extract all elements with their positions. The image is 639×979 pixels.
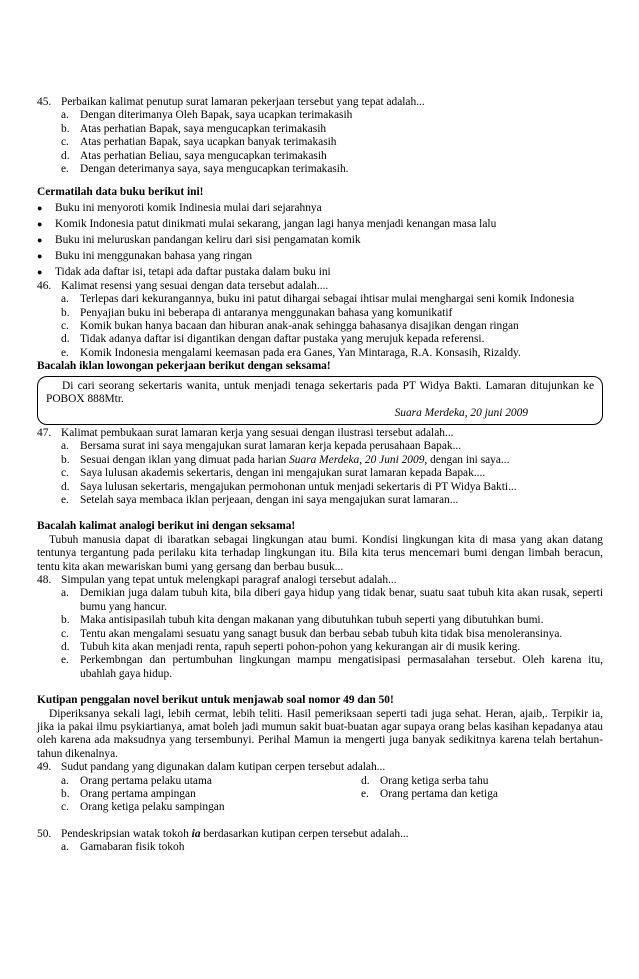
question-50: 50. Pendeskripsian watak tokoh ia berdasarkan kutipan cerpen tersebut adalah...: [37, 827, 409, 840]
question-49: 49. Sudut pandang yang digunakan dalam kutipan cerpen tersebut adalah...: [37, 761, 386, 774]
job-ad-box: [37, 376, 603, 425]
option-47a: a. Bersama surat ini saya mengajukan surat lamaran kerja kepada perusahaan Bapak...: [61, 440, 462, 453]
bullet-item: ● Buku ini menyoroti komik Indinesia mulai dari sejarahnya: [37, 202, 322, 215]
option-50a: a. Gamabaran fisik tokoh: [61, 841, 185, 854]
option-47c: c. Saya lulusan akademis sekertaris, dengan ini mengajukan surat lamaran kepada Bapak....: [61, 467, 486, 480]
option-45d: d. Atas perhatian Beliau, saya mengucapkan terimakasih: [61, 149, 327, 162]
option-49d: d. Orang ketiga serba tahu: [361, 774, 489, 787]
option-48e: e. Perkembngan dan pertumbuhan lingkungan mampu mengatisipasi permasalahan tersebut. Oleh karena itu, ubahlah gaya hidup.: [61, 654, 603, 680]
option-47b: b. Sesuai dengan iklan yang dimuat pada harian Suara Merdeka, 20 Juni 2009, dengan ini saya...: [61, 453, 510, 466]
bullet-icon: ●: [37, 251, 43, 262]
option-45a: a. Dengan diterimanya Oleh Bapak, saya ucapkan terimakasih: [61, 109, 353, 122]
question-text: Perbaikan kalimat penutup surat lamaran pekerjaan tersebut yang tepat adalah...: [61, 96, 425, 108]
question-46: 46. Kalimat resensi yang sesuai dengan data tersebut adalah....: [37, 279, 329, 292]
bullet-icon: ●: [37, 235, 43, 246]
iklan-heading: Bacalah iklan lowongan pekerjaan berikut dengan seksama!: [37, 360, 331, 373]
option-49c: c. Orang ketiga pelaku sampingan: [61, 801, 225, 814]
option-47e: e. Setelah saya membaca iklan perjeaan, dengan ini saya mengajukan surat lamaran...: [61, 493, 459, 506]
job-ad-source: Suara Merdeka, 20 juni 2009: [394, 406, 528, 419]
exam-page: [37, 96, 603, 855]
option-46b: b. Penyajian buku ini beberapa di antaranya menggunakan bahasa yang komunikatif: [61, 306, 453, 319]
option-45e: e. Dengan deterimanya saya, saya mengucapkan terimakasih.: [61, 163, 349, 176]
option-46e: e. Komik Indonesia mengalami keemasan pada era Ganes, Yan Mintaraga, R.A. Konsasih, Rizaldy.: [61, 346, 521, 359]
option-row: [37, 775, 603, 788]
bullet-item: ● Komik Indonesia patut dinikmati mulai sekarang, jangan lagi hanya menjadi kenangan masa lalu: [37, 218, 497, 231]
novel-heading: Kutipan penggalan novel berikut untuk menjawab soal nomor 49 dan 50!: [37, 694, 394, 707]
resensi-heading: Cermatilah data buku berikut ini!: [37, 186, 204, 199]
question-number: 45.: [37, 96, 52, 108]
question-47: 47. Kalimat pembukaan surat lamaran kerja yang sesuai dengan ilustrasi tersebut adalah...: [37, 426, 454, 439]
option-46d: d. Tidak adanya daftar isi digantikan dengan daftar pustaka yang merujuk kepada referensi.: [61, 333, 485, 346]
bullet-icon: ●: [37, 203, 43, 214]
option-row: [37, 788, 603, 801]
bullet-item: ● Buku ini menggunakan bahasa yang ringan: [37, 250, 253, 263]
option-48c: c. Tentu akan mengalami sesuatu yang sanagt busuk dan berbau sebab tubuh kita tidak bisa menoleransinya.: [61, 627, 563, 640]
option-45b: b. Atas perhatian Bapak, saya mengucapkan terimakasih: [61, 122, 327, 135]
option-48d: d. Tubuh kita akan menjadi renta, rapuh seperti pohon-pohon yang kekurangan air di musik kering.: [61, 641, 521, 653]
option-45c: c. Atas perhatian Bapak, saya ucapkan banyak terimakasih: [61, 136, 337, 149]
analogi-heading: Bacalah kalimat analogi berikut ini dengan seksama!: [37, 520, 296, 533]
novel-paragraph: Diperiksanya sekali lagi, lebih cermat, lebih teliti. Hasil pemeriksaan seperti tadi juga sehat. Heran, ajaib,. Terpikir ia, jika ia pakai ilmu psykiartianya, amat boleh jadi mumun sakit buat-buatan agar supaya orang belas kasihan kepadanya atau oleh karena ada maksudnya yang tersembunyi. Perihal Mamun ia mengerti juga banyak sedikitnya karena telah bertahun-tahun dikenalnya.: [37, 707, 603, 760]
bullet-item: ● Tidak ada daftar isi, tetapi ada daftar pustaka dalam buku ini: [37, 266, 331, 279]
option-46a: a. Terlepas dari kekurangannya, buku ini patut dihargai sebagai ihtisar mulai menghargai seni komik Indonesia: [61, 293, 575, 306]
analogi-paragraph: Tubuh manusia dapat di ibaratkan sebagai lingkungan atau bumi. Kondisi lingkungan kita di masa yang akan datang tentunya tergantung pada perilaku kita terhadap lingkungan itu. Bila kita terus mencemari bumi dengan limbah beracun, tentu kita akan mewariskan bumi yang gersang dan berbau busuk...: [37, 533, 603, 573]
bullet-item: ● Buku ini meluruskan pandangan keliru dari sisi pengamatan komik: [37, 234, 361, 247]
option-46c: c. Komik bukan hanya bacaan dan hiburan anak-anak sehingga bahasanya disajikan dengan ringan: [61, 320, 519, 333]
bullet-icon: ●: [37, 219, 43, 230]
option-47d: d. Saya lulusan sekertaris, mengajukan permohonan untuk menjadi sekertaris di PT Widya Bakti...: [61, 480, 517, 493]
question-45: [37, 96, 603, 109]
option-49a: a. Orang pertama pelaku utama: [61, 774, 212, 787]
option-row: [37, 801, 603, 814]
option-48a: a. Demikian juga dalam tubuh kita, bila diberi gaya hidup yang tidak benar, suatu saat tubuh kita akan rusak, seperti bumu yang hancur.: [61, 587, 603, 613]
bullet-icon: ●: [37, 267, 43, 278]
job-ad-text: Di cari seorang sekertaris wanita, untuk menjadi tenaga sekertaris pada PT Widya Bakti. Lamaran ditujunkan ke POBOX 888Mtr.: [46, 379, 594, 406]
option-48b: b. Maka antisipasilah tubuh kita dengan makanan yang dibutuhkan tubuh seperti yang dibutuhkan bumi.: [61, 614, 544, 627]
question-48: 48. Simpulan yang tepat untuk melengkapi paragraf analogi tersebut adalah...: [37, 573, 397, 586]
option-49b: b. Orang pertama ampingan: [61, 788, 196, 801]
option-49e: e. Orang pertama dan ketiga: [361, 788, 498, 801]
